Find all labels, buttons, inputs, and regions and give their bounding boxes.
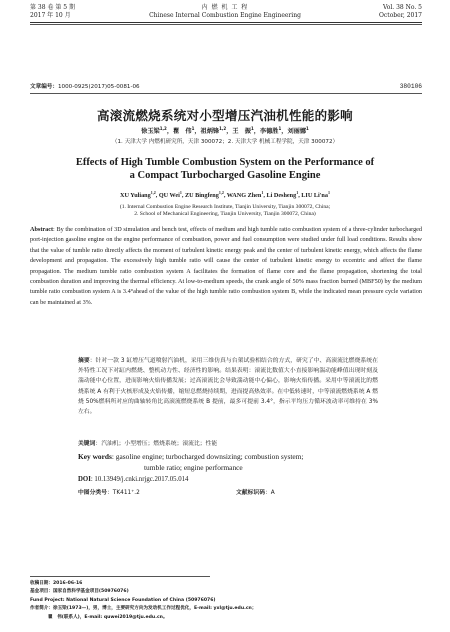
affiliations-en-line2: 2. School of Mechanical Engineering, Tianjin University, Tianjin 300072, China) [134, 211, 316, 217]
classification-value: ：TK411⁺.2 [107, 490, 140, 496]
title-en-line1: Effects of High Tumble Combustion System on the Performance of [75, 157, 375, 168]
keywords-en-text-1: : gasoline engine; turbocharged downsizing; combustion system; [111, 452, 304, 461]
keywords-en [78, 451, 398, 473]
footnote-fund-cn: 基金项目：国家自然科学基金项目(50976076) [30, 589, 129, 595]
article-code: 380106 [399, 83, 422, 90]
authors-cn: 徐玉梁$^{1,2}$，瞿 伟$^1$，祖炳锋$^{1,2}$，王 振$^1$，李德胜$^1$，刘丽娜$^1$ [141, 125, 309, 135]
month-year-en: October, 2017 [379, 12, 422, 19]
abstract-en-label: Abstract [30, 226, 54, 233]
abstract-cn-text: ：针对一款 3 缸增压气道喷射汽油机，采用三维仿真与台架试验相结合的方式，研究了中、高滚流比燃烧系统在外特性工况下对缸内燃烧、整机动力性、经济性的影响。结果表明：滚流比数值大小直接影响湍动能峰值出现时刻及湍动能中心位置，进而影响火焰传播发展；过高滚流比会导致湍动能中心偏心，影响火焰传播。采用中等滚流比的燃烧系统 A 有利于火核形成及火焰传播，缩短总燃烧持续期，进而提高热效率。在中低转速时，中等滚流燃烧系统 A 燃烧 50%燃料所对应的曲轴转角比高滚流燃烧系统 B 提前，最多可提前 3.4°，指示平均压力循环波动率可维持在 3%左右。 [78, 358, 378, 416]
classification-label: 中图分类号 [78, 490, 107, 496]
article-number-row [30, 84, 290, 91]
keywords-en-label: Key words [78, 452, 112, 461]
header-rule-2 [30, 24, 422, 25]
footnotes [30, 580, 422, 622]
abstract-cn [78, 356, 378, 417]
doi-label: DOI [78, 476, 91, 483]
keywords-cn [78, 440, 378, 448]
header-rule [30, 22, 422, 23]
keywords-cn-text: ：汽油机；小型增压；燃烧系统；滚流比；性能 [95, 441, 218, 447]
doc-code-value: ：A [265, 490, 275, 496]
article-number-rule [30, 93, 422, 94]
footnote-author-info: 作者简介：徐玉梁(1973—)，男，博士，主要研究方向为发动机工作过程优化，E-mail: yxl@tju.edu.cn； [30, 606, 257, 612]
keywords-en-text-2: tumble ratio; engine performance [144, 463, 243, 472]
footnote-received: 收稿日期：2016-06-16 [30, 581, 83, 586]
journal-name-cn: 内 燃 机 工 程 [201, 4, 249, 11]
volume-no-en: Vol. 38 No. 5 [382, 4, 422, 11]
doc-code-label: 文献标识码 [236, 490, 265, 496]
article-number-value: 1000-0925(2017)05-0081-06 [57, 84, 140, 90]
running-header-right [300, 4, 422, 20]
affiliations-en-line1: (1. Internal Combustion Engine Research Institute, Tianjin University, Tianjin 300072, China; [119, 204, 331, 210]
doc-code-row [236, 489, 356, 497]
volume-issue: 第 38 卷 第 5 期 [30, 4, 75, 11]
footnote-contact: 瞿 伟(联系人)，E-mail: quwei2019@tju.edu.cn。 [48, 614, 168, 620]
doi-value: : 10.13949/j.cnki.nrjgc.2017.05.014 [90, 476, 189, 483]
issue-date: 2017 年 10 月 [30, 12, 71, 19]
affiliations-en [0, 204, 450, 218]
title-en [0, 157, 450, 182]
classification-row [78, 489, 238, 497]
footnote-fund-en: Fund Project: National Natural Science Foundation of China (50976076) [30, 597, 216, 603]
article-number-label: 文章编号： [30, 84, 58, 90]
title-cn: 高滚流燃烧系统对小型增压汽油机性能的影响 [96, 108, 353, 123]
doi-row [78, 476, 398, 483]
footnote-rule [30, 576, 210, 577]
abstract-en-text: : By the combination of 3D simulation and bench test, effects of medium and high tumble ratio combustion system of a three-cylinder turbocharged port-injection gasoline engine on the engine performance of combustion, power and fuel consumption were studied under full load conditions. Results show that the value of tumble ratio directly affects the moment of turbulent kinetic energy peak and the center of turbulent kinetic energy, which affects the flame development and propagation. The excessively high tumble ratio will cause the center of turbulent kinetic energy to eccentric and affect the flame propagation. The medium tumble ratio combustion system A facilitates the formation of flame core and the flame propagation, shortening the total combustion duration and improving the thermal efficiency. At low-to-medium speeds, the crank angle of 50% mass fraction burned (MBF50) by the medium tumble ratio combustion system A is 3.4°ahead of the value of the high tumble ratio combustion system B, while the indicated mean pressure cycle variation can be maintained at 3%. [30, 226, 422, 306]
keywords-cn-label: 关键词 [78, 441, 96, 447]
abstract-en [30, 225, 422, 308]
affiliations-cn: （1. 天津大学 内燃机研究所，天津 300072；2. 天津大学 机械工程学院，天津 300072） [111, 139, 339, 145]
running-header-center [120, 4, 330, 20]
authors-en: XU Yuliang$^{1,2}$, QU Wei$^1$, ZU Bingfeng$^{1,2}$, WANG Zhen$^1$, Li Desheng$^1$, LIU $Li'na^1$ [120, 189, 330, 199]
journal-name-en: Chinese Internal Combustion Engine Engineering [149, 12, 301, 19]
abstract-cn-label: 摘要 [78, 358, 90, 364]
title-en-line2: a Compact Turbocharged Gasoline Engine [129, 169, 321, 181]
